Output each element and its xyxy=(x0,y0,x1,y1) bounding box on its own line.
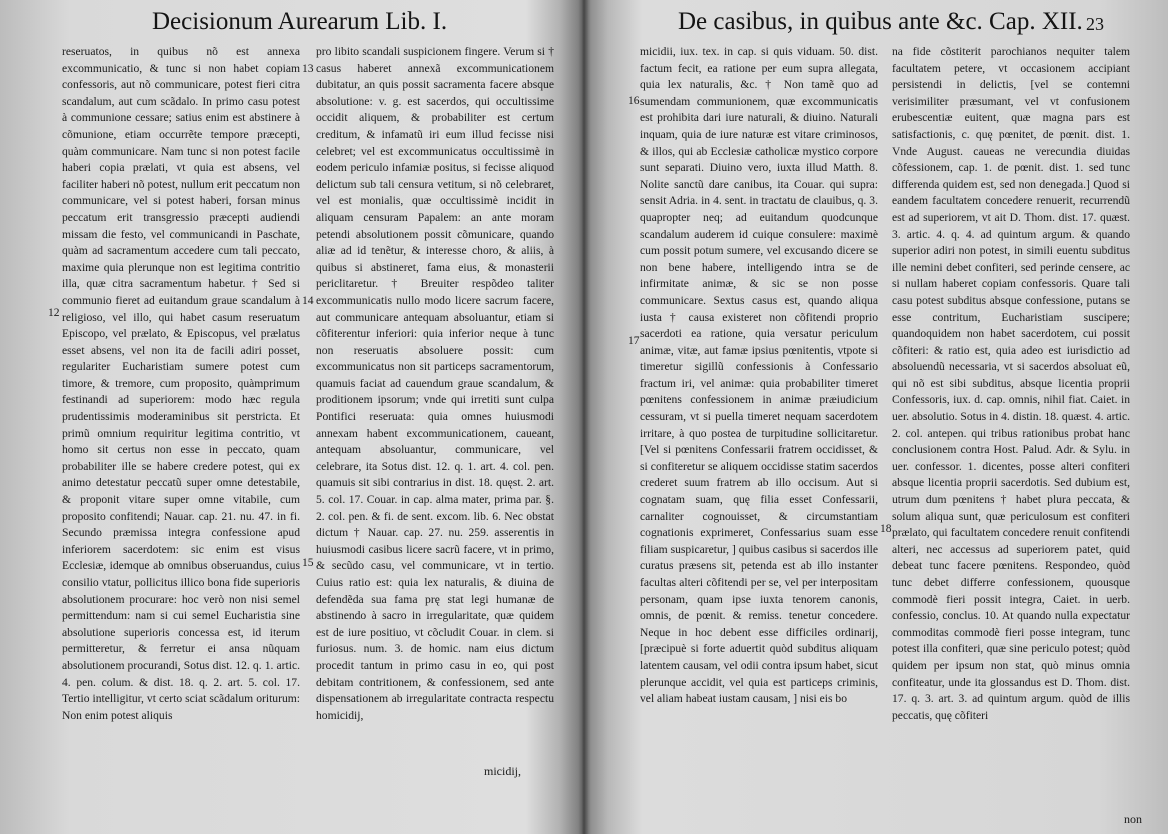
left-page-column-2 xyxy=(316,44,554,824)
left-page-column-1 xyxy=(62,44,300,824)
right-page-column-1 xyxy=(640,44,878,824)
margin-number: 14 xyxy=(302,294,314,307)
margin-number: 15 xyxy=(302,556,314,569)
catchword-left: micidij, xyxy=(484,764,521,778)
right-page-column-2 xyxy=(892,44,1130,824)
right-page xyxy=(588,0,1168,834)
margin-number: 16 xyxy=(628,94,640,107)
right-column-1-text: micidii, iux. tex. in cap. si quis viduam. 50. dist. factum fecit, ea ratione per eum supra allegata, quia lex naturalis, &c. † Non tamẽ quo ad sumendam communionem, quæ excommunicatis est prohibita dari iure naturali, & diuino. Naturali inquam, quia de iure naturæ est vitare criminosos, & illos, qui ab Ecclesiæ catholicæ mystico corpore sunt separati. Diuino vero, iuxta illud Matth. 8. Nolite sanctũ dare canibus, ita Couar. qui supra: sensit Adria. in 4. sent. in tractatu de clauibus, q. 3. quapropter neq; ad euitandum quodcunque scandalum auderem id cuique consulere: maximè cum possit potum sumere, vel excusando dicere se non bene habere, intelligendo intra se de infirmitate animæ, & sic se non posse communicare. Sextus casus est, quando aliqua iusta † causa existeret non cõfitendi proprio sacerdoti ea ratione, quia versatur periculum animæ, vitæ, aut famæ ipsius pœnitentis, vtpote si timeretur sigillũ confessionis à Confessario fractum iri, vel animæ: quia probabiliter timeret pœnitens confessionem in animæ præiudicium cessuram, vt si puella timeret nequam sacerdotem irritare, à quo postea de turpitudine sollicitaretur. [Vel si pœnitens Confessarii fratrem occidisset, & si confiteretur se aliquem occidisse statim sacerdos crederet suum fratrem ab illo occisum. Aut si cognatam suam, quę filia esset Confessarii, carnaliter cognouisset, & circumstantiam cognationis exprimeret, Confessarius suam esse filiam suspicaretur, ] quibus casibus si sacerdos ille curatus præsens sit, petenda est ab illo instanter facultas alteri cõfitendi per se, vel per interpositam personam, quam ipse iuxta tenorem canonis, omnis, de pœnit. & remiss. tenetur concedere. Neque in hoc debent esse difficiles ordinarij, [præcipuè si forte aduertit quòd subditus aliquam latentem causam, vel odii contra ipsum habet, sicut plerunque accidit, vel quia est particeps criminis, vel aliam habeat iustam causam, ] nisi eis bo xyxy=(640,45,878,706)
catchword-right: non xyxy=(1124,812,1142,826)
running-head-left: Decisionum Aurearum Lib. I. xyxy=(152,8,448,35)
margin-number: 18 xyxy=(880,522,892,535)
margin-number: 17 xyxy=(628,334,640,347)
margin-number: 12 xyxy=(48,306,60,319)
page-number: 23 xyxy=(1086,14,1104,34)
margin-number: 13 xyxy=(302,62,314,75)
left-page xyxy=(0,0,580,834)
left-column-2-text: pro libito scandali suspicionem fingere. Verum si † casus haberet annexã excommunicationem dubitatur, an quis possit sacramenta facere absque absolutione: v. g. est sacerdos, qui occultissime occidit aliquem, & probabiliter est certum creditum, & infamatũ iri eum illud fecisse nisi celebret; vel est excommunicatus occultissimè in eodem periculo infamiæ positus, si fecisse aliquod delictum sub tali censura vetitum, si nõ celebraret, vel est monialis, quæ occultissimè incidit in aliquam censuram Papalem: an ante moram petendi absolutionem possit cõmunicare, quando aliæ ad id tenẽtur, & interesse choro, & aliis, à quibus si abstineret, fama eius, & monasterii periclitaretur. † Breuiter respõdeo taliter excommunicatis nullo modo licere sacrum facere, aut communicare antequam absoluantur, etiam si cõfiterentur inferiori: quia inferior neque à tunc non reseruatis absoluere possit: cum excommunicatus non sit particeps sacramentorum, quamuis faciat ad cauendum graue scandalum, & proditionem ipsorum; vnde qui irretiti sunt culpa Pontifici reseruata: quia omnes huiusmodi annexam habent excommunicationem, caueant, antequam absoluantur, communicare, vel celebrare, ita Sotus dist. 12. q. 1. art. 4. col. pen. quamuis sit sibi contrarius in dist. 18. quęst. 2. art. 5. col. 17. Couar. in cap. alma mater, prima par. §. 2. col. pen. & fi. de sent. excom. lib. 6. Nec obstat dictum † Nauar. cap. 27. nu. 259. asserentis in huiusmodi casibus licere sacrũ facere, vt in primo, & secũdo casu, vel communicare, vt in tertio. Cuius ratio est: quia lex naturalis, & diuina de defendẽda sua fama prę stat legi humanæ de abstinendo à sacro in irregularitate, quæ quidem est de iure positiuo, vt cõcludit Couar. in clem. si furiosus. num. 3. de homic. nam eius dictum procedit tantum in primo casu in eo, qui post debitam contritionem, & confessionem, sed ante dispensationem ab irregularitate contracta respectu homicidij, xyxy=(316,45,554,722)
right-column-2-text: na fide cõstiterit parochianos nequiter talem facultatem petere, vt occasionem accipiant persistendi in delictis, [vel se contemni verisimiliter præsumant, vel vt confusionem erubescentiæ euitent, quæ magna pars est satisfactionis, c. quę pœnitet, de pœnit. dist. 1. Vnde August. caueas ne verecundia diuidas cõfessionem, cap. 1. de pœnit. dist. 1. sed tunc differenda quidem est, sed non denegada.] Quod si eandem facultatem concedere renuerit, recurrendũ est ad superiorem, vt ait D. Thom. dist. 17. quæst. 3. artic. 4. q. 4. ad quintum argum. & quando superior adiri non potest, in simili euentu subditus ille nemini debet confiteri, sed perinde censere, ac si nullam haberet copiam confessoris. Quare tali casu potest subditus absque confessione, putans se esse contritum, Eucharistiam suscipere; quandoquidem non habet sacerdotem, cui possit cõfiteri: & ratio est, quia adeo est iurisdictio ad absoluendũ necessaria, vt si sacerdos absoluat eũ, qui nõ est sibi subditus, absque licentia proprii Confessoris, iux. d. cap. omnis, nihil fiat. Caiet. in uer. absolutio. Sotus in 4. distin. 18. quæst. 4. artic. 2. col. antepen. qui tribus rationibus probat hanc conclusionem contra Host. Palud. Adr. & Sylu. in uer. confessor. 1. dicentes, posse alteri confiteri absque licentia proprii sacerdotis. Sed dubium est, utrum dum pœnitens † habet plura peccata, & solum aliqua sunt, quæ periculosum est confiteri prælato, qui facultatem concedere renuit confitendi alteri, nec accessus ad superiorem patet, quid debeat tunc facere pœnitens. Respondeo, quòd tunc debet differre confessionem, quousque commodè fieri possit integra, Caiet. in uerb. confessio, conclus. 10. At quando nulla expectatur commoditas commodè fieri posse integram, tunc potest illa confiteri, quæ sine periculo potest; quòd quidem per ipsum non stat, quò minus omnia confiteatur, unde ita glossandus est D. Thom. dist. 17. q. 3. art. 3. ad quintum argum. quòd de illis peccatis, quę cõfiteri xyxy=(892,45,1130,722)
left-column-1-text: reseruatos, in quibus nõ est annexa excommunicatio, & tunc si non habet copiam confessoris, aut nõ communicare, potest fieri citra scandalum, aut cum scãdalo. In primo casu potest à communione cessare; satius enim est abstinere à cõmunione, etiam occurrẽte tempore præcepti, quàm communicare. Nam tunc si non potest facile haberi copia prælati, vt quia est absens, vel faciliter haberi nõ potest, nullum erit peccatum non communicare, vel si potest haberi, forsan minus peccatum erit transgressio præcepti audiendi missam die festo, vel communicandi in Paschate, quàm ad sacramentum accedere cum tali peccato, maxime quia plerunque non est legitima contritio illa, quæ citra sacramentum habetur. † Sed si communio fieret ad euitandum graue scandalum à religioso, vel illo, qui habet casum reseruatum Episcopo, vel prælato, & Episcopus, vel prælatus esset absens, vel non ita de facili adiri posset, regulariter Eucharistiam sumere potest cum timore, & tremore, cum proposito, quàmprimum festinandi ad superiorem: modo hæc regula prudentissimis moderaminibus sit perstricta. Et primũ omnium requiritur legitima contritio, vt homo sit certus non esse in peccato, quam probabiliter ille se habere credere potest, qui ex animo detestatur peccatũ super omne detestabile, & proponit vitare super omne vitabile, cum proposito confitendi; Nauar. cap. 21. nu. 47. in fi. Secundo præmissa integra confessione apud inferiorem sacerdotem: sic enim est visus Ecclesiæ, idemque ab omnibus obseruandus, cuius consilio vtatur, pollicitus illico bona fide superioris absolutionem procurare: hoc verò non nisi semel permittendum: nam si cui semel Eucharistia sine absolutione superioris concessa est, id iterum permitteretur, & ferretur ei ansa nũquam absolutionem procurandi, Sotus dist. 12. q. 1. artic. 4. pen. colum. & dist. 18. q. 2. art. 5. col. 17. Tertio intelligitur, vt certo sciat scãdalum oriturum: Non enim potest aliquis xyxy=(62,45,300,722)
running-head-right: De casibus, in quibus ante &c. Cap. XII. xyxy=(678,8,1083,35)
